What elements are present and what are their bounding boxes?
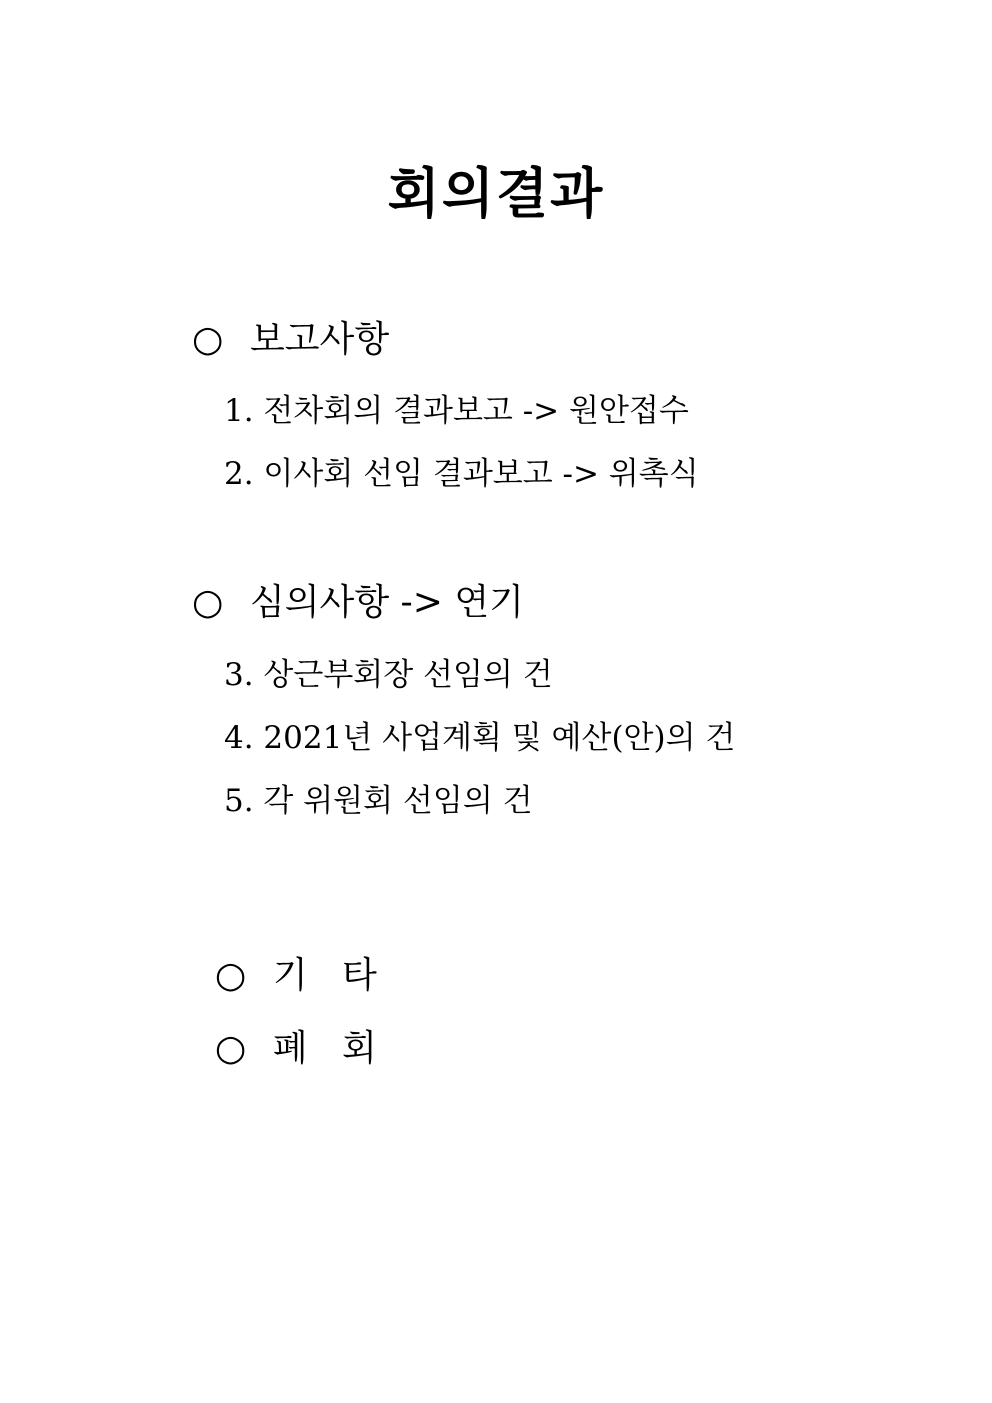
section-heading: 심의사항 -> 연기 (250, 582, 524, 623)
list-item: 2. 이사회 선임 결과보고 -> 위촉식 (224, 456, 699, 492)
section-heading: 폐 회 (272, 1028, 377, 1069)
document-title: 회의결과 (387, 161, 605, 225)
list-item: 1. 전차회의 결과보고 -> 원안접수 (224, 393, 689, 429)
section-deliberation (192, 581, 524, 625)
circle-bullet-icon: ○ (214, 1028, 247, 1069)
list-item: 3. 상근부회장 선임의 건 (224, 657, 553, 693)
section-report (192, 318, 389, 362)
section-heading: 기 타 (272, 955, 377, 996)
circle-bullet-icon: ○ (192, 319, 224, 360)
circle-bullet-icon: ○ (214, 955, 247, 996)
list-item: 5. 각 위원회 선임의 건 (224, 783, 533, 819)
section-heading: 보고사항 (250, 319, 390, 360)
section-closing (192, 983, 377, 1071)
circle-bullet-icon: ○ (192, 582, 224, 623)
list-item: 4. 2021년 사업계획 및 예산(안)의 건 (224, 720, 736, 756)
